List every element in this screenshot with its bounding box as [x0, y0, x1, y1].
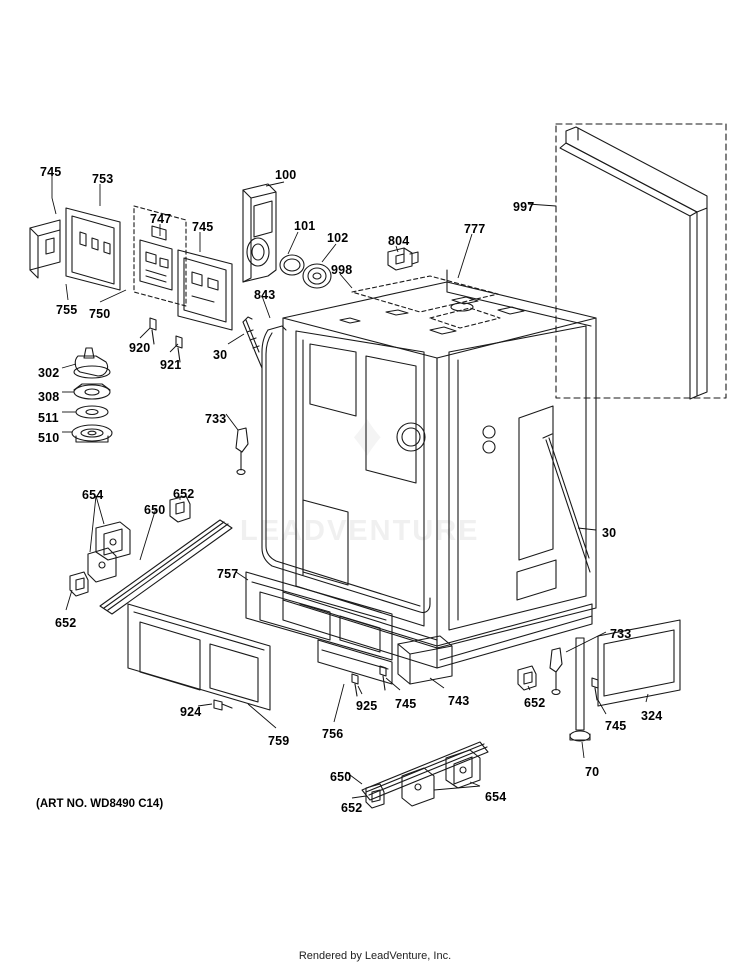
callout-label: 753 [92, 172, 114, 186]
callout-label: 733 [205, 412, 227, 426]
callout-label: 759 [268, 734, 290, 748]
callout-label: 652 [173, 487, 195, 501]
watermark-text: LEADVENTURE [240, 515, 480, 547]
callout-label: 750 [89, 307, 111, 321]
callout-label: 308 [38, 390, 60, 404]
callout-label: 30 [213, 348, 228, 362]
callout-label: 650 [144, 503, 166, 517]
callout-label: 102 [327, 231, 349, 245]
callout-label: 747 [150, 212, 172, 226]
callout-label: 652 [341, 801, 363, 815]
callout-label: 745 [605, 719, 627, 733]
callout-label: 30 [602, 526, 617, 540]
callout-label: 654 [485, 790, 507, 804]
art-number: (ART NO. WD8490 C14) [36, 798, 164, 810]
callout-label: 745 [395, 697, 417, 711]
callout-label: 302 [38, 366, 60, 380]
callout-label: 100 [275, 168, 297, 182]
callout-label: 743 [448, 694, 470, 708]
callout-label: 843 [254, 288, 276, 302]
callout-label: 511 [38, 411, 59, 425]
callout-label: 745 [192, 220, 214, 234]
callout-label: 777 [464, 222, 486, 236]
callout-label: 652 [55, 616, 77, 630]
callout-label: 925 [356, 699, 378, 713]
render-credit: Rendered by LeadVenture, Inc. [298, 950, 452, 962]
callout-label: 757 [217, 567, 239, 581]
callout-label: 70 [585, 765, 600, 779]
callout-label: 745 [40, 165, 62, 179]
callout-label: 510 [38, 431, 60, 445]
callout-label: 101 [294, 219, 316, 233]
callout-label: 652 [524, 696, 546, 710]
callout-label: 733 [610, 627, 632, 641]
callout-label: 997 [513, 200, 535, 214]
callout-label: 804 [388, 234, 410, 248]
callout-label: 998 [331, 263, 353, 277]
callout-label: 924 [180, 705, 202, 719]
callout-label: 920 [129, 341, 151, 355]
callout-label: 921 [160, 358, 182, 372]
watermark-flame-icon: ♦ [352, 401, 383, 468]
callout-label: 755 [56, 303, 78, 317]
callout-label: 756 [322, 727, 344, 741]
callout-label: 324 [641, 709, 663, 723]
callout-label: 650 [330, 770, 352, 784]
callout-label: 654 [82, 488, 104, 502]
